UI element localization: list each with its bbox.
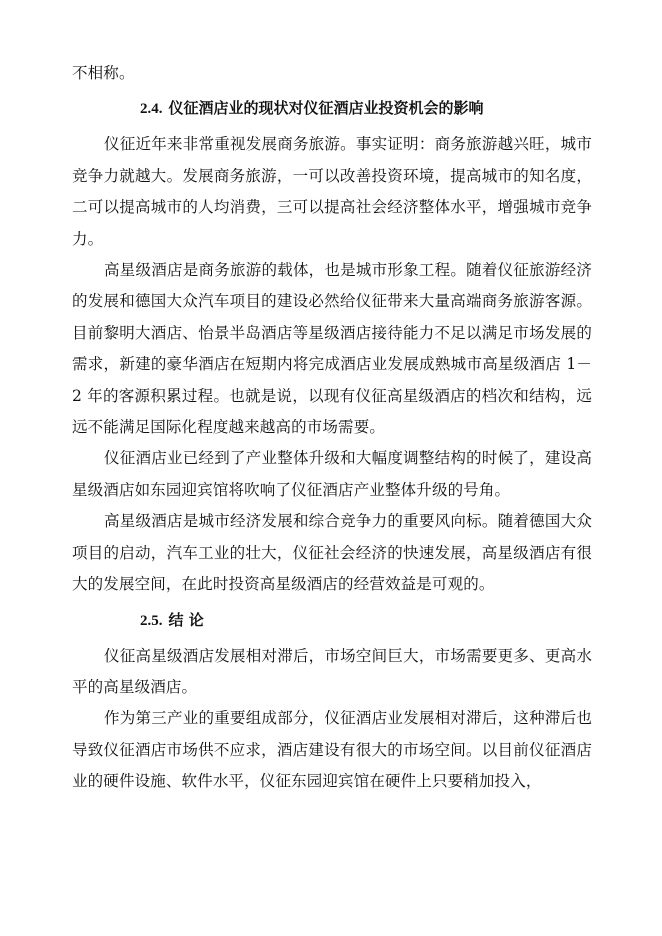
section-2-5-title: 结 论 — [168, 610, 204, 629]
paragraph: 作为第三产业的重要组成部分，仪征酒店业发展相对滞后，这种滞后也导致仪征酒店市场供不应求，酒店建设有很大的市场空间。以目前仪征酒店业的硬件设施、软件水平，仪征东园迎宾馆在硬件上只要稍加投入， — [72, 709, 592, 791]
section-2-5-heading — [72, 605, 592, 637]
continuation-text: 不相称。 — [72, 64, 135, 82]
paragraph: 高星级酒店是商务旅游的载体，也是城市形象工程。随着仪征旅游经济的发展和德国大众汽车项目的建设必然给仪征带来大量高端商务旅游客源。目前黎明大酒店、怡景半岛酒店等星级酒店接待能力不足以满足市场发展的需求，新建的豪华酒店在短期内将完成酒店业发展成熟城市高星级酒店 1－2 年的客源积累过程。也就是说，以现有仪征高星级酒店的档次和结构，远远不能满足国际化程度越来越高的市场需要。 — [72, 261, 592, 437]
paragraph: 仪征高星级酒店发展相对滞后，市场空间巨大，市场需要更多、更高水平的高星级酒店。 — [72, 646, 592, 696]
section-2-4-number: 2.4. — [140, 101, 163, 118]
section-2-5-number: 2.5. — [140, 612, 163, 629]
section-2-4-heading — [72, 93, 592, 125]
section-2-4-title: 仪征酒店业的现状对仪征酒店业投资机会的影响 — [168, 99, 484, 118]
paragraph: 高星级酒店是城市经济发展和综合竞争力的重要风向标。随着德国大众项目的启动，汽车工业的壮大，仪征社会经济的快速发展，高星级酒店有很大的发展空间，在此时投资高星级酒店的经营效益是可观的。 — [72, 512, 592, 594]
paragraph: 仪征近年来非常重视发展商务旅游。事实证明：商务旅游越兴旺，城市竞争力就越大。发展商务旅游，一可以改善投资环境，提高城市的知名度，二可以提高城市的人均消费，三可以提高社会经济整体水平，增强城市竞争力。 — [72, 135, 592, 248]
document-page — [72, 58, 592, 798]
paragraph: 仪征酒店业已经到了产业整体升级和大幅度调整结构的时候了，建设高星级酒店如东园迎宾馆将吹响了仪征酒店产业整体升级的号角。 — [72, 449, 592, 499]
